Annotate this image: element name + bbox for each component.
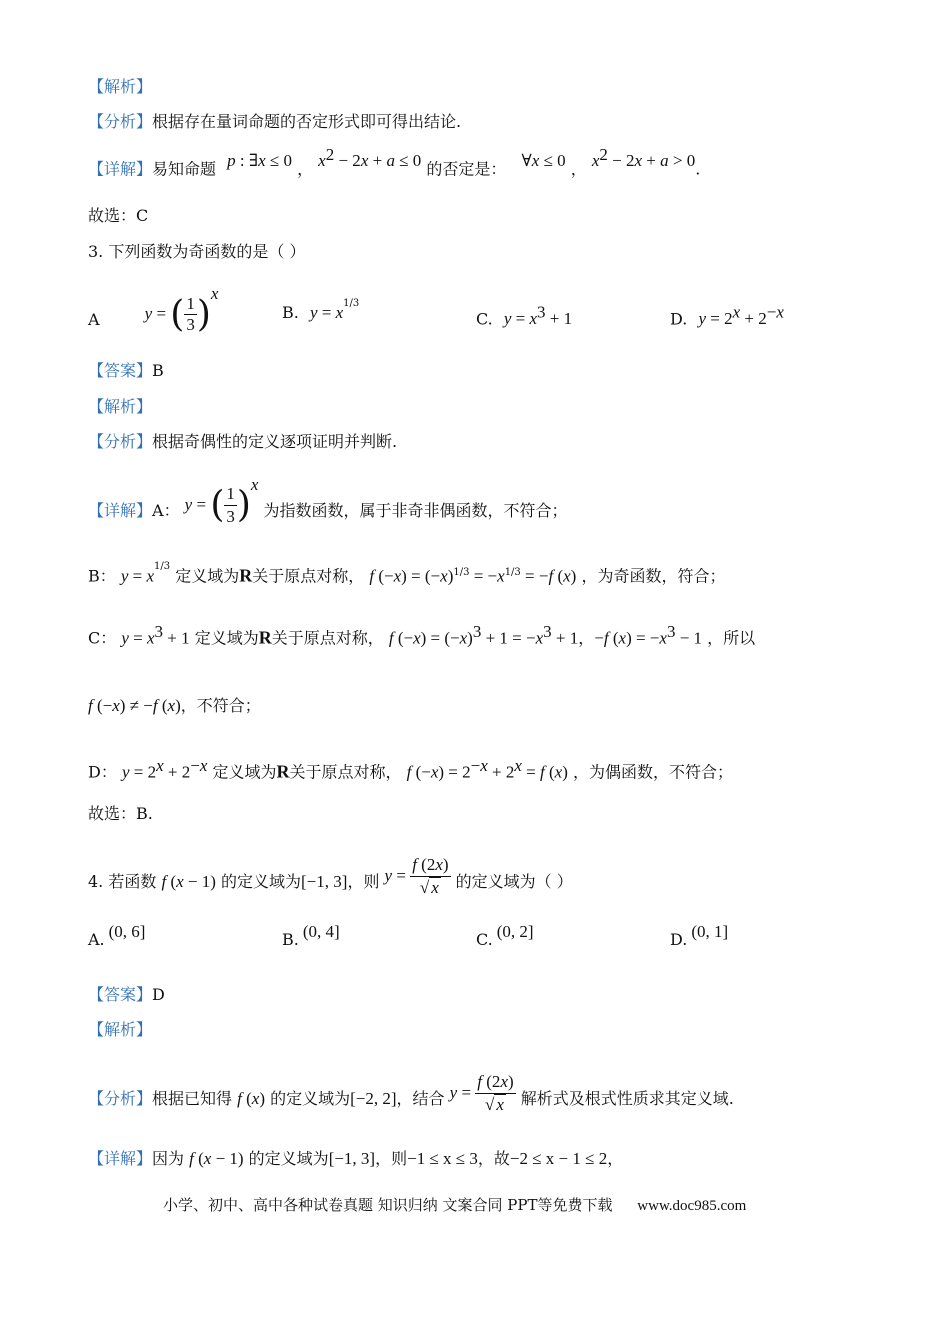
fenxi-tag: 【分析】: [88, 112, 153, 131]
q3-detail-c: C： $y = x^3 + 1$ 定义域为R关于原点对称， f $(-x) = (-x)^3 + 1 = -x^3 + 1$，−f $(x) = -x^3 - 1$ ，所以: [88, 622, 756, 648]
q4-option-b: B. (0, 4]: [282, 922, 340, 949]
q4-detail: 【详解】因为 f (x − 1) 的定义域为[−1, 3]，则−1 ≤ x ≤ 3，故−2 ≤ x − 1 ≤ 2，: [88, 1149, 624, 1168]
footer-url[interactable]: www.doc985.com: [637, 1198, 747, 1214]
q3-detail-a: 【详解】A： y = ( $\frac{1}{3}$ )$^x$ 为指数函数，属于非奇非偶函数，不符合；: [88, 474, 568, 526]
q3-option-c: C. $y = x^3 + 1$: [476, 303, 573, 329]
q4-answer: 【答案】D: [88, 985, 165, 1004]
q4-stem: 4. 若函数 f (x − 1) 的定义域为[−1, 3]，则 y = $\frac{f (2x)}{√ x}$ 的定义域为（ ）: [88, 855, 573, 897]
q3-detail-d: D： $y = 2^x + 2^{-x}$ 定义域为R关于原点对称， f $(-x) = 2^{-x} + 2^x = f$ (x) ，为偶函数，不符合；: [88, 756, 733, 782]
q2-comma: ，: [297, 159, 314, 179]
xiangjie-tag: 【详解】: [88, 159, 153, 179]
q3-option-d: D. $y = 2^x + 2^{-x}$: [670, 303, 784, 329]
q2-analysis-text: 根据存在量词命题的否定形式即可得出结论.: [152, 112, 462, 131]
q2-detail-mid: 的否定是：: [426, 159, 507, 179]
q4-option-d: D. (0, 1]: [670, 922, 729, 949]
q2-neg-expr: x: [591, 151, 600, 171]
q3-option-a: A y = ( $\frac{1}{3}$ )$^x$: [88, 283, 219, 335]
q2-detail-pre: 易知命题: [152, 159, 217, 179]
q2-prop-p: p: [227, 151, 236, 171]
q3-jiexi-tag: 【解析】: [88, 397, 153, 416]
q2-choice: 故选：C: [88, 206, 149, 225]
q3-stem: 3. 下列函数为奇函数的是（ ）: [88, 242, 306, 261]
q2-detail: 【详解】易知命题 p : ∃x ≤ 0 ， $x^2 - 2x + a \le 0$ 的否定是： ∀x ≤ 0 ， $x^2 - 2x + a > 0$.: [88, 145, 701, 179]
q2-neg-quant: ∀: [521, 151, 532, 171]
q4-option-c: C. (0, 2]: [476, 922, 534, 949]
q4-option-a: A. (0, 6]: [88, 922, 146, 949]
page-footer: [163, 1194, 746, 1215]
q3-detail-b: B： $y = x^{1/3}$ 定义域为R关于原点对称， f $(-x) = (-x)^{1/3} = -x^{1/3} = -f$ (x) ，为奇函数，符合；: [88, 561, 726, 586]
jiexi-tag: 【解析】: [88, 77, 153, 96]
q2-prop-expr: x: [318, 151, 326, 171]
q4-analysis: 【分析】根据已知得 f (x) 的定义域为[−2, 2]，结合 y = $\frac{f (2x)}{√ x}$ 解析式及根式性质求其定义域.: [88, 1072, 734, 1114]
q4-jiexi-tag: 【解析】: [88, 1020, 153, 1039]
q3-answer: 【答案】B: [88, 361, 164, 380]
q3-detail-c2: f (−x) ≠ −f (x)，不符合；: [88, 696, 261, 715]
q3-analysis: 【分析】根据奇偶性的定义逐项证明并判断.: [88, 432, 398, 451]
footer-text: 小学、初中、高中各种试卷真题 知识归纳 文案合同 PPT等免费下载: [163, 1196, 613, 1214]
q2-analysis: [88, 111, 461, 133]
q3-option-b: B. $y = x^{1/3}$: [282, 297, 360, 322]
q3-choice: 故选：B.: [88, 804, 153, 823]
